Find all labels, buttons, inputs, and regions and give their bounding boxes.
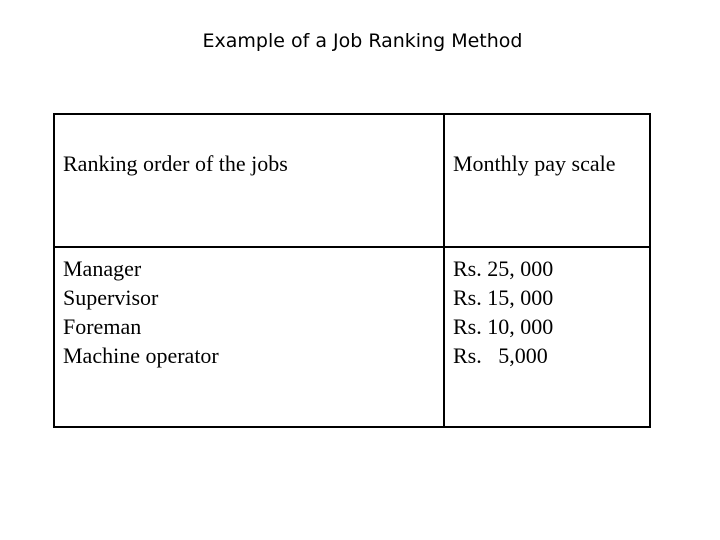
job-name: Manager [63, 256, 142, 281]
table-header-row [54, 114, 650, 247]
table-body-row [54, 247, 650, 427]
job-name: Supervisor [63, 285, 159, 310]
job-ranking-table [53, 113, 651, 428]
pay-value: Rs. 5,000 [453, 343, 548, 368]
header-monthly-pay: Monthly pay scale [444, 114, 650, 247]
job-name: Foreman [63, 314, 142, 339]
job-name: Machine operator [63, 343, 219, 368]
pay-value: Rs. 10, 000 [453, 314, 554, 339]
jobs-cell [54, 247, 444, 427]
header-ranking-order: Ranking order of the jobs [54, 114, 444, 247]
pay-value: Rs. 15, 000 [453, 285, 554, 310]
slide-title: Example of a Job Ranking Method [202, 30, 523, 52]
pay-value: Rs. 25, 000 [453, 256, 554, 281]
pay-cell [444, 247, 650, 427]
